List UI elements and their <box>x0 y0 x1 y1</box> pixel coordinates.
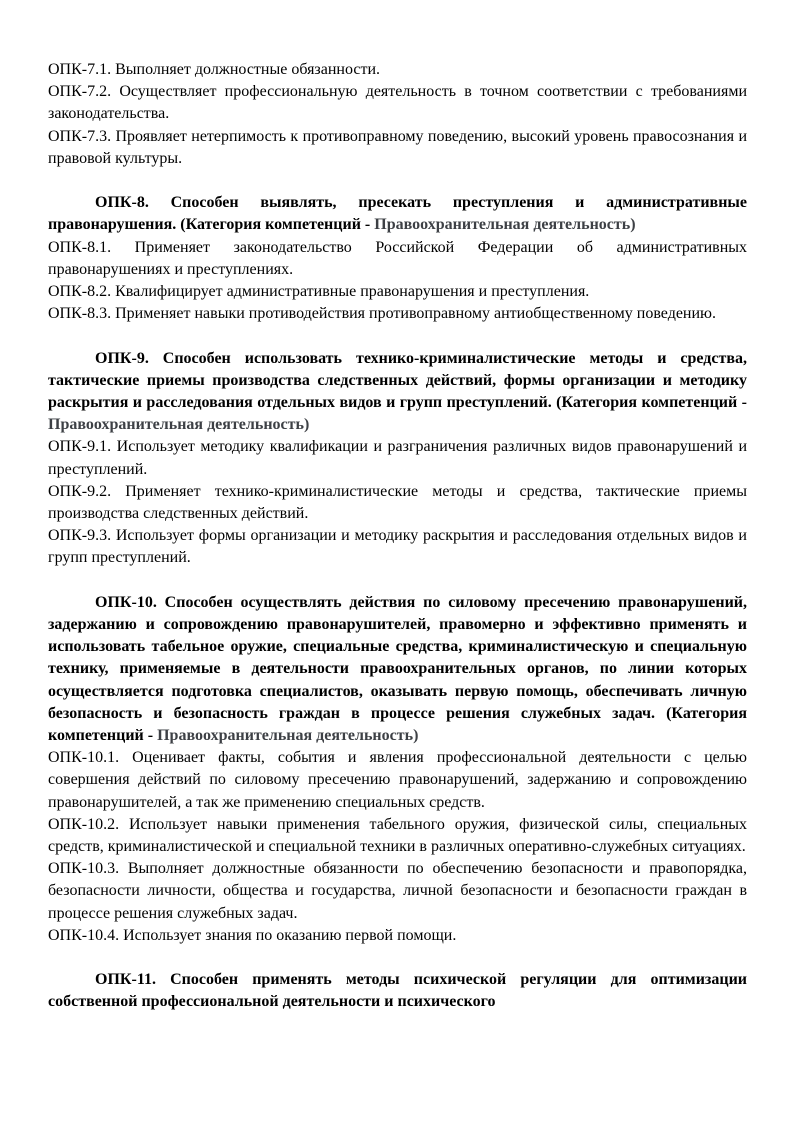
competency-item: ОПК-7.1. Выполняет должностные обязанности. <box>48 61 381 78</box>
competency-section-opk10 <box>48 592 747 947</box>
competency-header <box>48 192 747 236</box>
competency-category: Правоохранительная деятельность) <box>48 416 310 434</box>
competency-item: ОПК-9.2. Применяет технико-криминалистические методы и средства, тактические приемы производства следственных действий. <box>48 482 747 523</box>
competency-item: ОПК-10.1. Оценивает факты, события и явления профессиональной деятельности с целью совершения действий по силовому пресечению правонарушений, задержанию и сопровождению правонарушителей, а так же применению специальных средств. <box>48 749 747 811</box>
competency-item: ОПК-7.2. Осуществляет профессиональную деятельность в точном соответствии с требованиями законодательства. <box>48 83 747 123</box>
document-content <box>48 59 747 1014</box>
competency-header-text: ОПК-9. Способен использовать технико-криминалистические методы и средства, тактические приемы производства следственных действий, формы организации и методику раскрытия и расследования отдельных видов и групп преступлений. (Категория компетенций - <box>48 349 747 412</box>
competency-section-opk9 <box>48 348 747 570</box>
competency-item: ОПК-9.1. Использует методику квалификации и разграничения различных видов правонарушений и преступлений. <box>48 438 747 478</box>
competency-category: Правоохранительная деятельность) <box>374 216 636 234</box>
competency-item: ОПК-8.3. Применяет навыки противодействия противоправному антиобщественному поведению. <box>48 305 717 323</box>
competency-header-text: ОПК-10. Способен осуществлять действия по силовому пресечению правонарушений, задержанию и сопровождению правонарушителей, правомерно и эффективно применять и использовать табельное оружие, специальные средства, криминалистическую и специальную технику, применяемые в деятельности правоохранительных органов, по линии которых осуществляется подготовка специалистов, оказывать первую помощь, обеспечивать личную безопасность и безопасность граждан в процессе решения служебных задач. (Категория компетенций - <box>48 593 747 745</box>
competency-item: ОПК-8.2. Квалифицирует административные правонарушения и преступления. <box>48 283 590 301</box>
competency-header-text: ОПК-8. Способен выявлять, пресекать преступления и административные правонарушения. (Категория компетенций - <box>48 194 747 234</box>
competency-section-opk8 <box>48 192 747 325</box>
competency-section-opk11 <box>48 969 747 1013</box>
competency-item: ОПК-9.3. Использует формы организации и методику раскрытия и расследования отдельных видов и групп преступлений. <box>48 527 747 567</box>
competency-item: ОПК-10.3. Выполняет должностные обязанности по обеспечению безопасности и правопорядка, безопасности личности, общества и государства, личной безопасности и безопасности граждан в процессе решения служебных задач. <box>48 860 747 922</box>
competency-item: ОПК-10.4. Использует знания по оказанию первой помощи. <box>48 926 457 944</box>
competency-header <box>48 348 747 437</box>
competency-header <box>48 969 747 1013</box>
competency-item: ОПК-10.2. Использует навыки применения табельного оружия, физической силы, специальных средств, криминалистической и специальной техники в различных оперативно-служебных ситуациях. <box>48 815 747 856</box>
competency-header <box>48 592 747 747</box>
competency-header-text: ОПК-11. Способен применять методы психической регуляции для оптимизации собственной профессиональной деятельности и психического <box>48 971 747 1011</box>
competency-section-opk7 <box>48 59 747 170</box>
competency-item: ОПК-7.3. Проявляет нетерпимость к противоправному поведению, высокий уровень правосознания и правовой культуры. <box>48 127 747 167</box>
competency-item: ОПК-8.1. Применяет законодательство Российской Федерации об административных правонарушениях и преступлениях. <box>48 238 747 278</box>
competency-category: Правоохранительная деятельность) <box>157 727 419 745</box>
